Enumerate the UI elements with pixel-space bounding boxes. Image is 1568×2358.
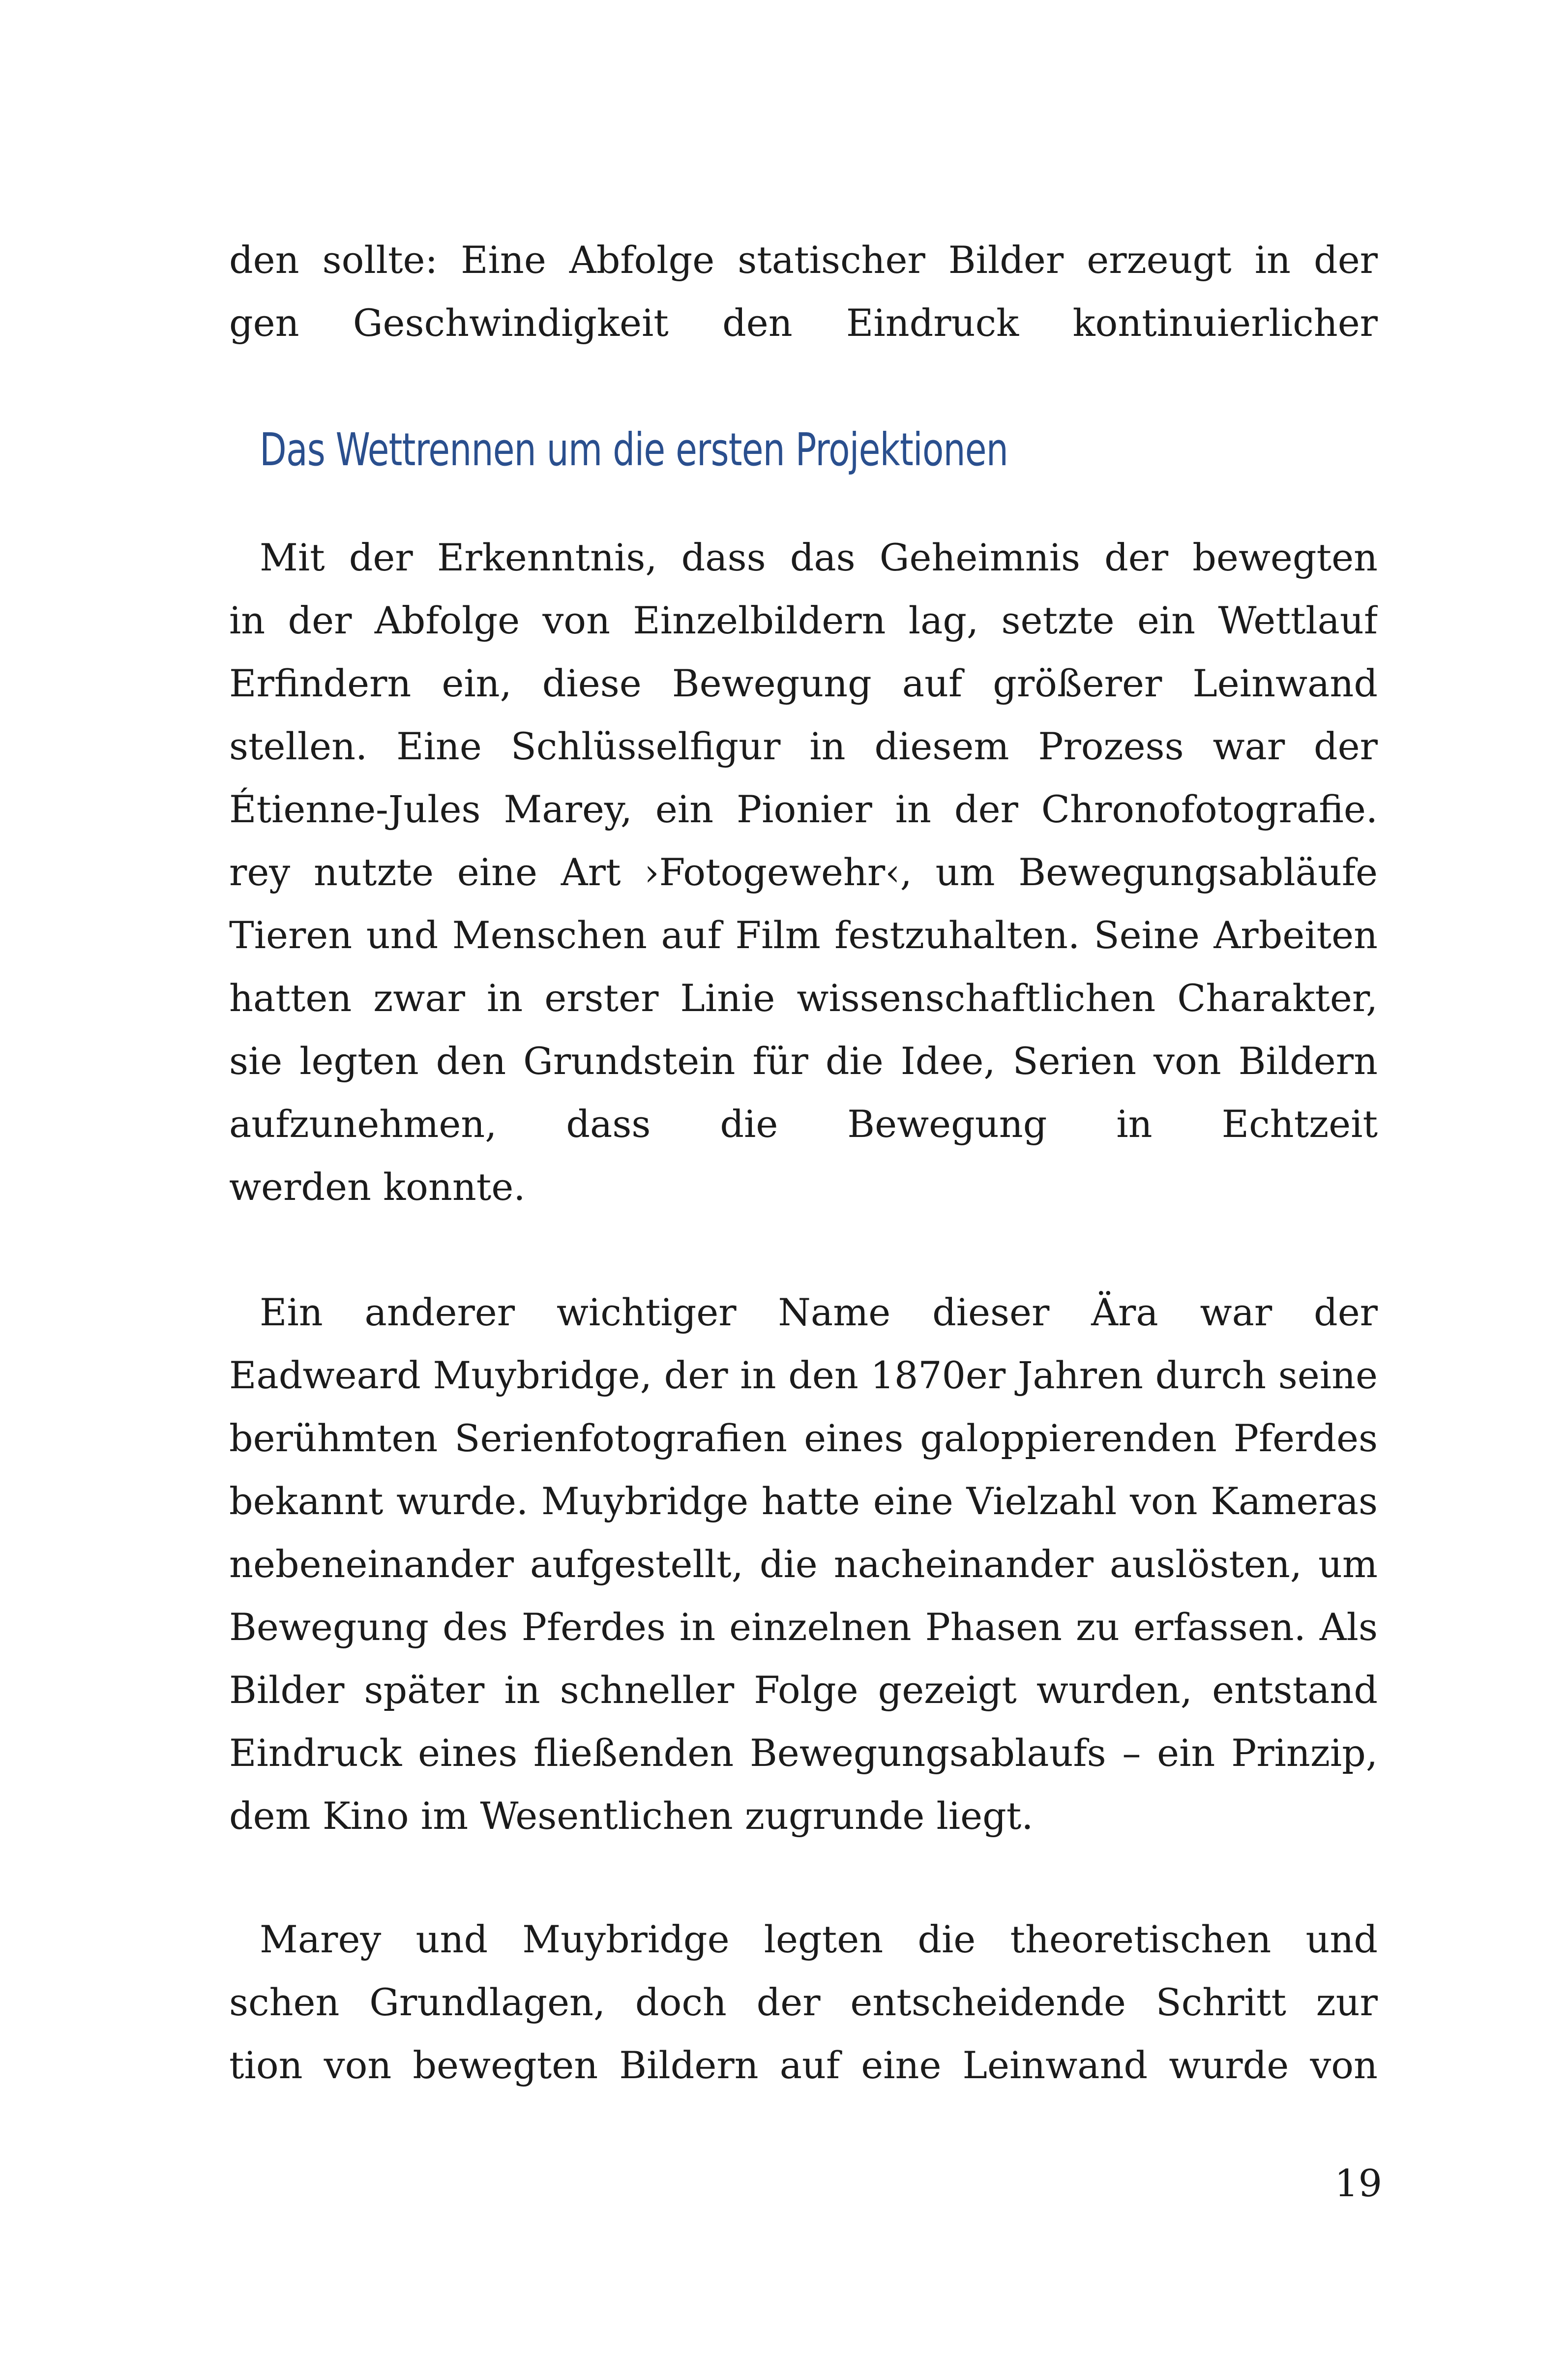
text-line: Marey und Muybridge legten die theoretischen und: [260, 1917, 1378, 1961]
text-line: Tieren und Menschen auf Film festzuhalten. Seine Arbeiten: [229, 913, 1378, 957]
text-line: Erfindern ein, diese Bewegung auf größerer Leinwand: [229, 661, 1378, 705]
text-line: hatten zwar in erster Linie wissenschaftlichen Charakter,: [229, 976, 1378, 1020]
text-line: tion von bewegten Bildern auf eine Leinwand wurde von: [229, 2043, 1378, 2087]
text-line: Étienne-Jules Marey, ein Pionier in der Chronofotografie.: [229, 787, 1378, 831]
text-line: Bewegung des Pferdes in einzelnen Phasen zu erfassen. Als: [229, 1605, 1378, 1649]
text-line: berühmten Serienfotografien eines galoppierenden Pferdes: [229, 1416, 1378, 1460]
text-line: Eindruck eines fließenden Bewegungsablaufs – ein Prinzip,: [229, 1731, 1378, 1775]
text-line: sie legten den Grundstein für die Idee, Serien von Bildern: [229, 1039, 1378, 1083]
text-line: rey nutzte eine Art ›Fotogewehr‹, um Bewegungsabläufe: [229, 850, 1378, 894]
paragraph-marey: [229, 526, 1378, 1219]
text-line: bekannt wurde. Muybridge hatte eine Vielzahl von Kameras: [229, 1479, 1378, 1523]
text-line: gen Geschwindigkeit den Eindruck kontinuierlicher: [229, 301, 1378, 345]
text-line: stellen. Eine Schlüsselfigur in diesem Prozess war der: [229, 724, 1378, 768]
text-line: schen Grundlagen, doch der entscheidende Schritt zur: [229, 1980, 1378, 2024]
text-line: Eadweard Muybridge, der in den 1870er Jahren durch seine: [229, 1353, 1378, 1397]
text-line: dem Kino im Wesentlichen zugrunde liegt.: [229, 1794, 1034, 1838]
text-line: Ein anderer wichtiger Name dieser Ära war der: [260, 1290, 1378, 1334]
text-line: werden konnte.: [229, 1165, 526, 1209]
text-line: nebeneinander aufgestellt, die nacheinander auslösten, um: [229, 1542, 1378, 1586]
continuation-paragraph: [229, 229, 1378, 355]
section-heading: Das Wettrennen um die ersten Projektionen: [260, 423, 1008, 476]
page-number: 19: [1334, 2161, 1382, 2205]
text-line: den sollte: Eine Abfolge statischer Bilder erzeugt in der: [229, 238, 1378, 282]
text-line: aufzunehmen, dass die Bewegung in Echtzeit: [229, 1102, 1378, 1146]
paragraph-projection: [229, 1908, 1378, 2097]
text-line: Bilder später in schneller Folge gezeigt wurden, entstand: [229, 1668, 1378, 1712]
paragraph-muybridge: [229, 1281, 1378, 1848]
text-line: Mit der Erkenntnis, dass das Geheimnis der bewegten: [260, 536, 1378, 579]
text-line: in der Abfolge von Einzelbildern lag, setzte ein Wettlauf: [229, 598, 1378, 642]
